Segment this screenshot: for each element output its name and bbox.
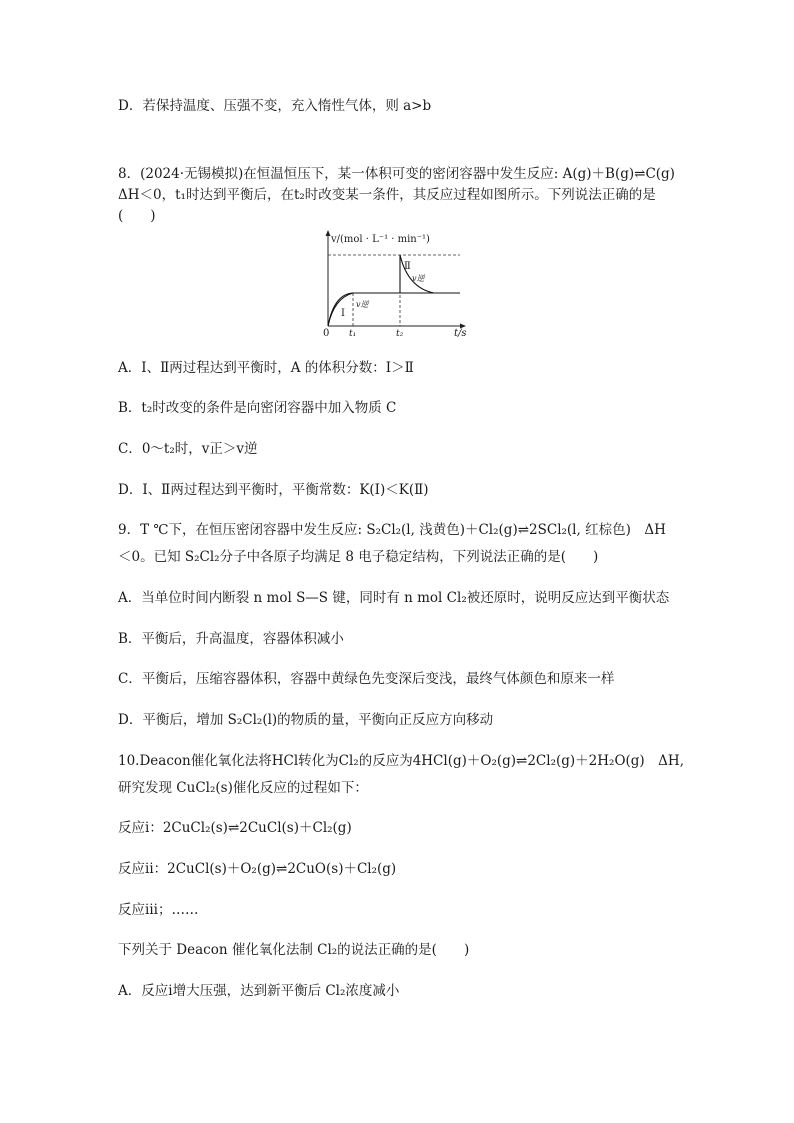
line-q10-ask: 下列关于 Deacon 催化氧化法制 Cl₂的说法正确的是( ) — [118, 942, 470, 958]
t2-label: t₂ — [396, 329, 404, 339]
line-q9c: C．平衡后，压缩容器体积，容器中黄绿色先变深后变浅，最终气体颜色和原来一样 — [118, 671, 615, 687]
x-axis-label: t/s — [454, 328, 467, 339]
origin-label: 0 — [323, 328, 330, 339]
region-1-label: Ⅰ — [341, 308, 345, 319]
rate-time-graph-svg — [316, 226, 486, 338]
line-q8-stem-3: ( ) — [118, 208, 156, 224]
line-q10-r3: 反应ⅲ；…… — [118, 902, 199, 918]
y-axis-label: v/(mol · L⁻¹ · min⁻¹) — [331, 234, 430, 245]
line-q9d: D．平衡后，增加 S₂Cl₂(l)的物质的量，平衡向正反应方向移动 — [118, 712, 494, 728]
curve-2-label: v逆 — [412, 274, 425, 283]
line-q10-stem-2: 研究发现 CuCl₂(s)催化反应的过程如下： — [118, 780, 368, 796]
rate-time-graph — [316, 226, 486, 338]
line-q8c: C．0～t₂时，v正＞v逆 — [118, 441, 258, 457]
line-q10-r2: 反应ⅱ：2CuCl(s)＋O₂(g)⇌2CuO(s)＋Cl₂(g) — [118, 861, 397, 877]
line-q8-stem-2: ΔH＜0，t₁时达到平衡后，在t₂时改变某一条件，其反应过程如图所示。下列说法正确的是 — [118, 187, 656, 203]
line-q8b: B．t₂时改变的条件是向密闭容器中加入物质 C — [118, 400, 397, 416]
line-q9-stem-1: 9．T ℃下，在恒压密闭容器中发生反应: S₂Cl₂(l, 浅黄色)＋Cl₂(g)⇌2SCl₂(l, 红棕色) ΔH — [118, 522, 666, 538]
line-q10-r1: 反应ⅰ：2CuCl₂(s)⇌2CuCl(s)＋Cl₂(g) — [118, 820, 352, 836]
t1-label: t₁ — [349, 329, 357, 339]
y-axis-arrow-icon — [326, 230, 331, 236]
line-q8-stem-1: 8．(2024·无锡模拟)在恒温恒压下，某一体积可变的密闭容器中发生反应: A(g)＋B(g)⇌C(g) — [118, 166, 675, 182]
line-q10a: A．反应ⅰ增大压强，达到新平衡后 Cl₂浓度减小 — [118, 983, 400, 999]
line-q9a: A．当单位时间内断裂 n mol S—S 键，同时有 n mol Cl₂被还原时，说明反应达到平衡状态 — [118, 590, 670, 606]
line-q9-stem-2: ＜0。已知 S₂Cl₂分子中各原子均满足 8 电子稳定结构，下列说法正确的是( ) — [118, 549, 599, 565]
line-q9b: B．平衡后，升高温度，容器体积减小 — [118, 631, 344, 647]
line-q7d: D．若保持温度、压强不变，充入惰性气体，则 a>b — [118, 98, 432, 114]
line-q8d: D．Ⅰ、Ⅱ两过程达到平衡时，平衡常数：K(Ⅰ)＜K(Ⅱ) — [118, 482, 429, 498]
line-q10-stem-1: 10.Deacon催化氧化法将HCl转化为Cl₂的反应为4HCl(g)＋O₂(g)⇌2Cl₂(g)＋2H₂O(g) ΔH, — [118, 753, 684, 769]
line-q8a: A．Ⅰ、Ⅱ两过程达到平衡时，A 的体积分数：Ⅰ＞Ⅱ — [118, 360, 414, 376]
curve-1-label: v逆 — [356, 300, 369, 309]
region-2-label: Ⅱ — [404, 261, 411, 272]
